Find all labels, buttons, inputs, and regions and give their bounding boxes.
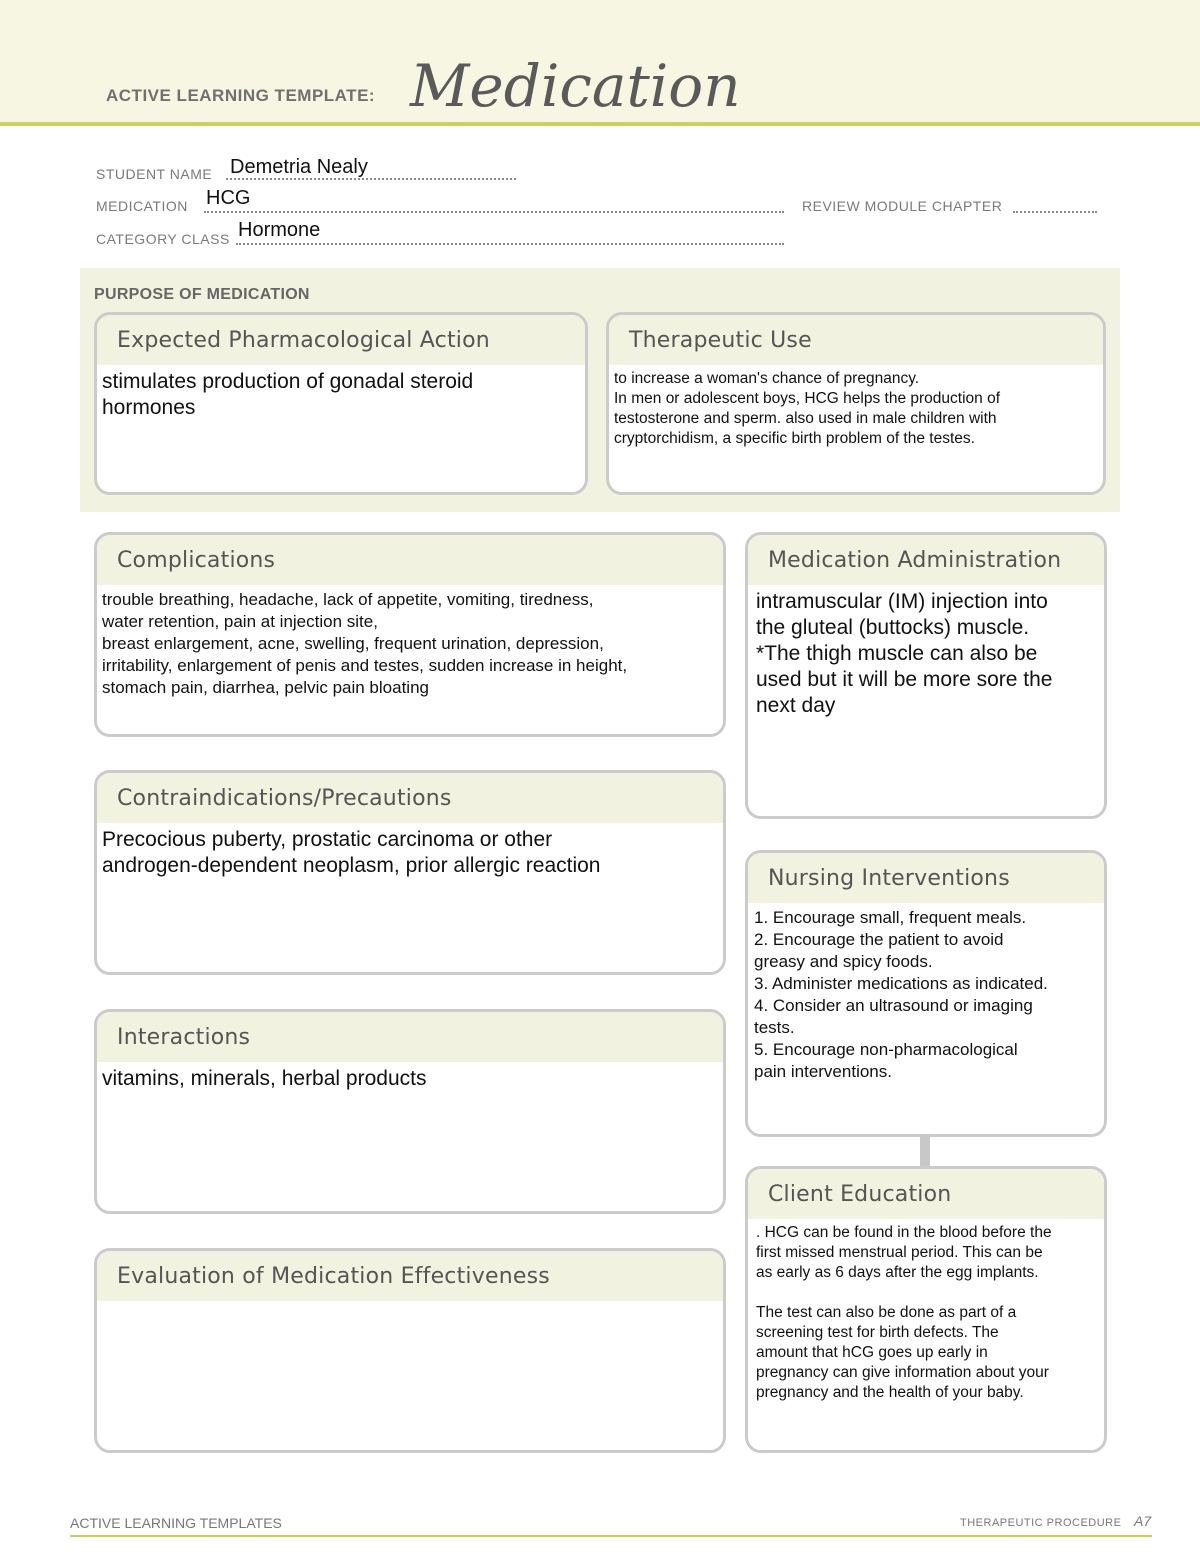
client-education-text[interactable]: . HCG can be found in the blood before the first missed menstrual period. This can be as early as 6 days after the egg implants. The test can also be done as part of a screening test for birth defects. The amount that hCG goes up early in pregnancy can give information about your pregnancy and the health of your baby. <box>756 1224 1052 1401</box>
footer-page-number: A7 <box>1134 1513 1152 1529</box>
nursing-interventions-title: Nursing Interventions <box>748 853 1104 903</box>
complications-text[interactable]: trouble breathing, headache, lack of appetite, vomiting, tiredness, water retention, pain at injection site, breast enlargement, acne, swelling, frequent urination, depression, irritability, enlargement of penis and testes, sudden increase in height, stomach pain, diarrhea, pelvic pain bloating <box>102 590 628 697</box>
footer-left-label: ACTIVE LEARNING TEMPLATES <box>70 1515 282 1531</box>
review-module-chapter-line <box>1013 211 1097 213</box>
header-rule <box>0 122 1200 126</box>
purpose-title: PURPOSE OF MEDICATION <box>94 286 310 303</box>
student-name-label: STUDENT NAME <box>96 166 213 182</box>
evaluation-text[interactable] <box>97 1301 723 1309</box>
category-class-line <box>236 243 784 245</box>
page-title: Medication <box>410 52 741 120</box>
therapeutic-use-title: Therapeutic Use <box>609 315 1103 365</box>
footer-right-label: THERAPEUTIC PROCEDURE <box>960 1517 1122 1529</box>
client-education-title: Client Education <box>748 1169 1104 1219</box>
medication-label: MEDICATION <box>96 198 188 214</box>
medication-administration-title: Medication Administration <box>748 535 1104 585</box>
contraindications-panel <box>94 770 726 975</box>
medication-administration-text[interactable]: intramuscular (IM) injection into the gluteal (buttocks) muscle. *The thigh muscle can also be used but it will be more sore the next day <box>756 590 1053 717</box>
medication-value[interactable]: HCG <box>206 187 251 209</box>
footer-rule <box>70 1535 1152 1537</box>
expected-action-text[interactable]: stimulates production of gonadal steroid hormones <box>102 370 474 419</box>
expected-action-panel <box>94 312 588 495</box>
complications-panel <box>94 532 726 737</box>
interactions-panel <box>94 1009 726 1214</box>
student-name-value[interactable]: Demetria Nealy <box>230 156 368 178</box>
connector-line <box>920 1134 930 1166</box>
medication-administration-panel <box>745 532 1107 819</box>
expected-action-title: Expected Pharmacological Action <box>97 315 585 365</box>
nursing-interventions-text[interactable]: 1. Encourage small, frequent meals. 2. Encourage the patient to avoid greasy and spicy foods. 3. Administer medications as indicated. 4. Consider an ultrasound or imaging tests. 5. Encourage non-pharmacological pain interventions. <box>754 908 1048 1081</box>
evaluation-title: Evaluation of Medication Effectiveness <box>97 1251 723 1301</box>
medication-line <box>204 211 784 213</box>
therapeutic-use-panel <box>606 312 1106 495</box>
complications-title: Complications <box>97 535 723 585</box>
template-label: ACTIVE LEARNING TEMPLATE: <box>106 86 376 105</box>
contraindications-title: Contraindications/Precautions <box>97 773 723 823</box>
contraindications-text[interactable]: Precocious puberty, prostatic carcinoma or other androgen-dependent neoplasm, prior allergic reaction <box>102 828 601 877</box>
review-module-chapter-label: REVIEW MODULE CHAPTER <box>802 198 1003 214</box>
category-class-value[interactable]: Hormone <box>238 219 321 241</box>
category-class-label: CATEGORY CLASS <box>96 231 230 247</box>
client-education-panel <box>745 1166 1107 1453</box>
nursing-interventions-panel <box>745 850 1107 1137</box>
interactions-text[interactable]: vitamins, minerals, herbal products <box>102 1067 427 1090</box>
therapeutic-use-text[interactable]: to increase a woman's chance of pregnancy. In men or adolescent boys, HCG helps the production of testosterone and sperm. also used in male children with cryptorchidism, a specific birth problem of the testes. <box>614 370 1000 447</box>
interactions-title: Interactions <box>97 1012 723 1062</box>
evaluation-panel <box>94 1248 726 1453</box>
